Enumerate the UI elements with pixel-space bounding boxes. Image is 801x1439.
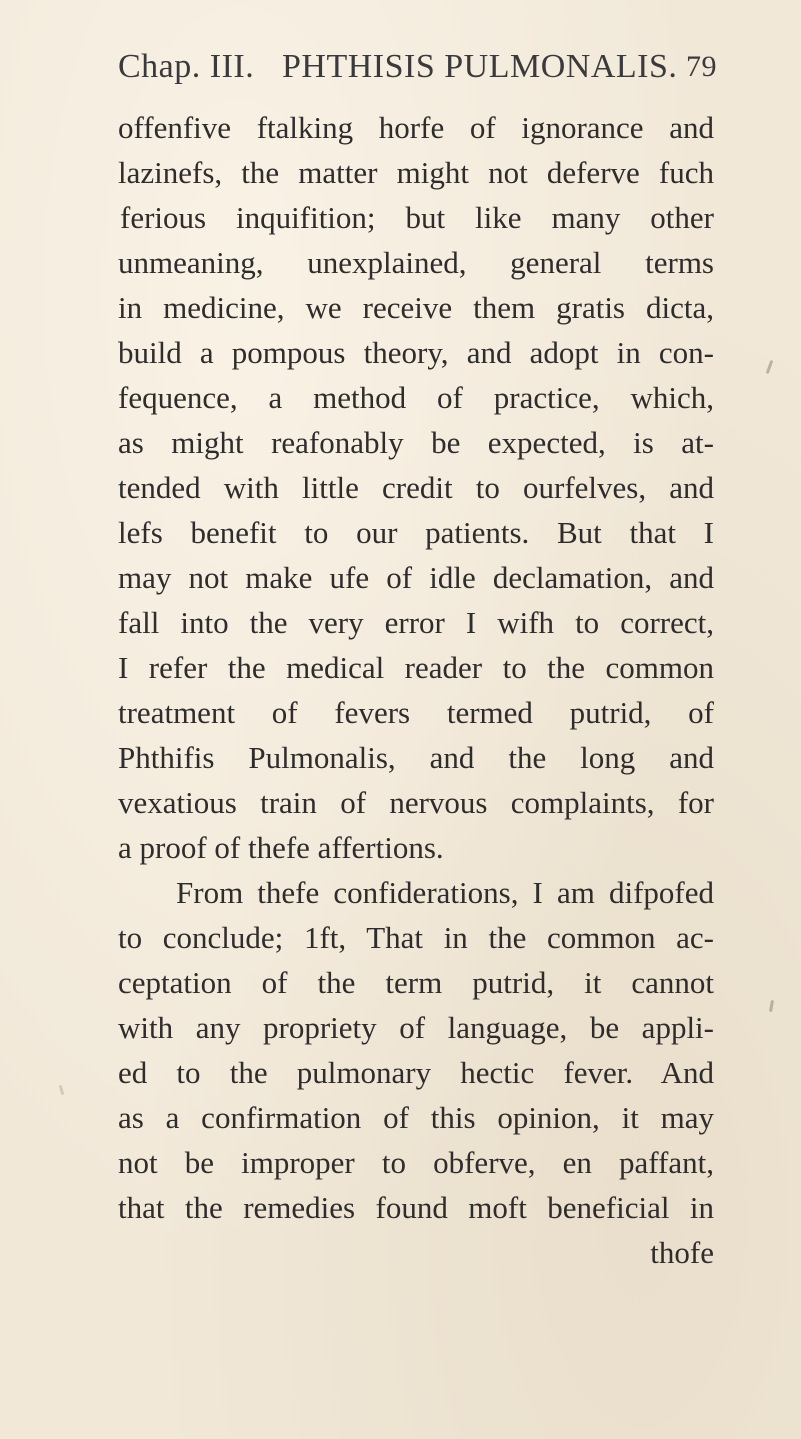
text-line: I refer the medical reader to the common	[118, 650, 714, 685]
catchword: thofe	[650, 1235, 714, 1270]
text-line: as a confirmation of this opinion, it may	[118, 1100, 714, 1135]
text-line: that the remedies found moft beneficial in	[118, 1190, 714, 1225]
text-line: tended with little credit to ourfelves, and	[118, 470, 714, 505]
text-line: lazinefs, the matter might not deferve fuch	[118, 155, 714, 190]
text-line: treatment of fevers termed putrid, of	[118, 695, 714, 730]
text-line: fall into the very error I wifh to correct,	[118, 605, 714, 640]
text-line: offenfive ftalking horfe of ignorance and	[118, 110, 714, 145]
paper-mark	[766, 360, 774, 374]
chapter-label: Chap. III.	[118, 48, 255, 85]
text-line: build a pompous theory, and adopt in con-	[118, 335, 714, 370]
text-line: vexatious train of nervous complaints, for	[118, 785, 714, 820]
paper-mark	[769, 1000, 774, 1012]
text-line: as might reafonably be expected, is at-	[118, 425, 714, 460]
page-number: 79	[686, 50, 717, 83]
paper-mark	[59, 1085, 64, 1095]
text-line: lefs benefit to our patients. But that I	[118, 515, 714, 550]
text-line: not be improper to obferve, en paffant,	[118, 1145, 714, 1180]
text-line: Phthifis Pulmonalis, and the long and	[118, 740, 714, 775]
text-line: fequence, a method of practice, which,	[118, 380, 714, 415]
text-line: ed to the pulmonary hectic fever. And	[118, 1055, 714, 1090]
text-line: unmeaning, unexplained, general terms	[118, 245, 714, 280]
running-head	[118, 48, 718, 98]
running-title: PHTHISIS PULMONALIS.	[282, 48, 678, 85]
text-line: may not make ufe of idle declamation, and	[118, 560, 714, 595]
text-line: a proof of thefe affertions.	[118, 830, 444, 865]
text-line: in medicine, we receive them gratis dicta,	[118, 290, 714, 325]
text-line: ferious inquifition; but like many other	[120, 200, 714, 235]
text-line: with any propriety of language, be appli-	[118, 1010, 714, 1045]
text-line: to conclude; 1ft, That in the common ac-	[118, 920, 714, 955]
text-line: ceptation of the term putrid, it cannot	[118, 965, 714, 1000]
text-line: From thefe confiderations, I am difpofed	[176, 875, 714, 910]
